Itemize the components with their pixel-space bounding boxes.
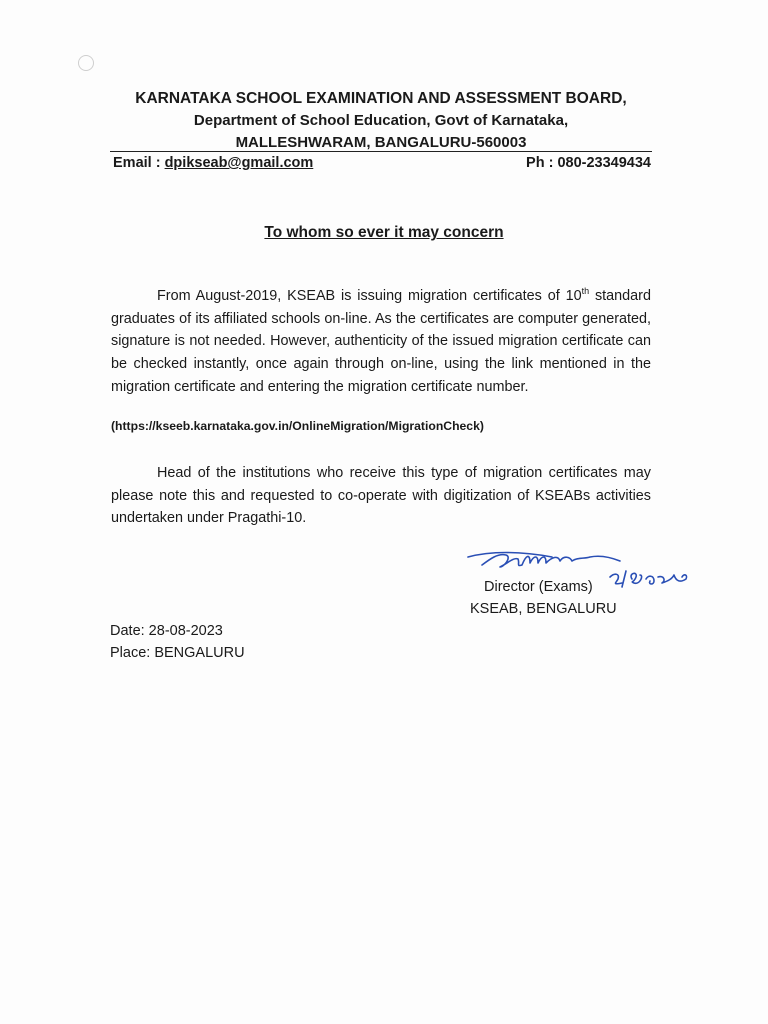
body-paragraph-2: Head of the institutions who receive this type of migration certificates may please note this and requested to co-operate with digitization of KSEABs activities undertaken under Pragathi-10. (111, 465, 651, 527)
letter-place: Place: BENGALURU (110, 645, 245, 661)
contact-line (113, 155, 651, 171)
letterhead (110, 88, 652, 154)
email-label: Email : (113, 155, 165, 171)
date-place-block (110, 620, 245, 664)
department-name: Department of School Education, Govt of Karnataka, (193, 112, 569, 129)
para1-superscript: th (581, 286, 590, 296)
phone-number: Ph : 080-23349434 (526, 155, 651, 171)
signer-office: KSEAB, BENGALURU (470, 601, 617, 617)
email-link[interactable]: dpikseab@gmail.com (164, 155, 314, 171)
email-block (113, 155, 313, 171)
office-address: MALLESHWARAM, BANGALURU-560003 (235, 134, 527, 151)
para1-text-a: From August-2019, KSEAB is issuing migration certificates of 10 (157, 288, 582, 304)
org-name: KARNATAKA SCHOOL EXAMINATION AND ASSESSMENT BOARD, (135, 90, 627, 107)
header-rule-top (110, 151, 652, 152)
punch-hole-mark (78, 55, 94, 71)
letter-subject: To whom so ever it may concern (264, 224, 504, 241)
signature-block (470, 576, 617, 620)
signer-title: Director (Exams) (484, 579, 593, 595)
verification-link[interactable]: (https://kseeb.karnataka.gov.in/OnlineMigration/MigrationCheck) (111, 419, 484, 433)
body-paragraph-1 (111, 285, 651, 399)
letter-date: Date: 28-08-2023 (110, 623, 223, 639)
para1-text-b: standard graduates of its affiliated schools on-line. As the certificates are computer generated, signature is not needed. However, authenticity of the issued migration certificate can be checked instantly, once again through on-line, using the link mentioned in the migration certificate and entering the migration certificate number. (111, 288, 651, 395)
